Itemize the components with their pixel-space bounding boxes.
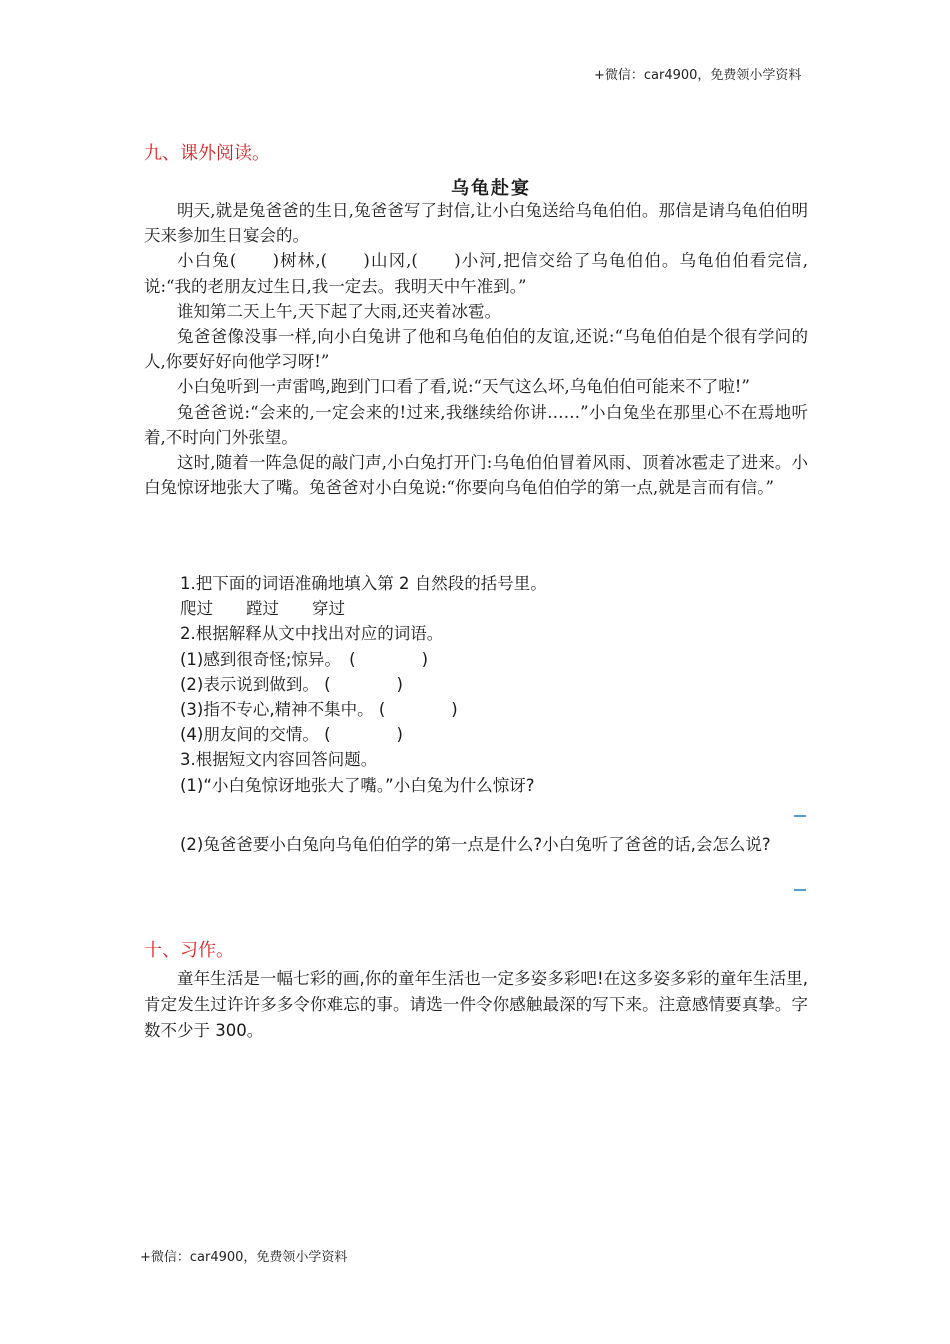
answer-line-1[interactable] (794, 815, 806, 817)
story-paragraph: 这时,随着一阵急促的敲门声,小白兔打开门:乌龟伯伯冒着风雨、顶着冰雹走了进来。小白兔惊讶地张大了嘴。兔爸爸对小白兔说:“你要向乌龟伯伯学的第一点,就是言而有信。” (144, 453, 808, 498)
question-3-1: (1)“小白兔惊讶地张大了嘴。”小白兔为什么惊讶? (180, 775, 535, 795)
story-title: 乌龟赴宴 (451, 178, 531, 199)
section-title-writing: 十、习作。 (144, 940, 234, 961)
story-paragraph: 谁知第二天上午,天下起了大雨,还夹着冰雹。 (177, 301, 501, 321)
question-2-item[interactable]: (2)表示说到做到。 ( ) (180, 674, 403, 694)
story-paragraph: 兔爸爸说:“会来的,一定会来的!过来,我继续给你讲……”小白兔坐在那里心不在焉地听着,不时向门外张望。 (144, 402, 808, 447)
story-text (144, 198, 808, 500)
question-3: 3.根据短文内容回答问题。 (180, 750, 378, 770)
header-note: +微信：car4900，免费领小学资料 (594, 68, 802, 83)
question-1-words: 爬过 蹚过 穿过 (180, 599, 345, 619)
questions (144, 571, 808, 857)
section-title-reading: 九、课外阅读。 (144, 143, 270, 164)
question-2-item[interactable]: (3)指不专心,精神不集中。 ( ) (180, 700, 458, 720)
question-2: 2.根据解释从文中找出对应的词语。 (180, 624, 444, 644)
question-3-2: (2)兔爸爸要小白兔向乌龟伯伯学的第一点是什么?小白兔听了爸爸的话,会怎么说? (180, 834, 771, 854)
question-2-item[interactable]: (4)朋友间的交情。 ( ) (180, 725, 403, 745)
story-paragraph: 兔爸爸像没事一样,向小白兔讲了他和乌龟伯伯的友谊,还说:“乌龟伯伯是个很有学问的人,你要好好向他学习呀!” (144, 327, 808, 372)
question-2-item[interactable]: (1)感到很奇怪;惊异。 ( ) (180, 649, 429, 669)
answer-space-1[interactable] (144, 798, 808, 832)
essay-prompt-text: 童年生活是一幅七彩的画,你的童年生活也一定多姿多彩吧!在这多姿多彩的童年生活里,肯定发生过许许多多令你难忘的事。请选一件令你感触最深的写下来。注意感情要真挚。字数不少于 300。 (144, 969, 808, 1040)
story-paragraph: 小白兔听到一声雷鸣,跑到门口看了看,说:“天气这么坏,乌龟伯伯可能来不了啦!” (177, 377, 750, 397)
story-paragraph: 明天,就是兔爸爸的生日,兔爸爸写了封信,让小白兔送给乌龟伯伯。那信是请乌龟伯伯明天来参加生日宴会的。 (144, 201, 808, 246)
footer-note: +微信：car4900，免费领小学资料 (140, 1250, 348, 1265)
story-paragraph: 小白兔( )树林,( )山冈,( )小河,把信交给了乌龟伯伯。乌龟伯伯看完信,说:“我的老朋友过生日,我一定去。我明天中午准到。” (144, 251, 808, 296)
essay-prompt (144, 966, 808, 1044)
question-1: 1.把下面的词语准确地填入第 2 自然段的括号里。 (180, 574, 547, 593)
answer-line-2[interactable] (794, 889, 806, 891)
